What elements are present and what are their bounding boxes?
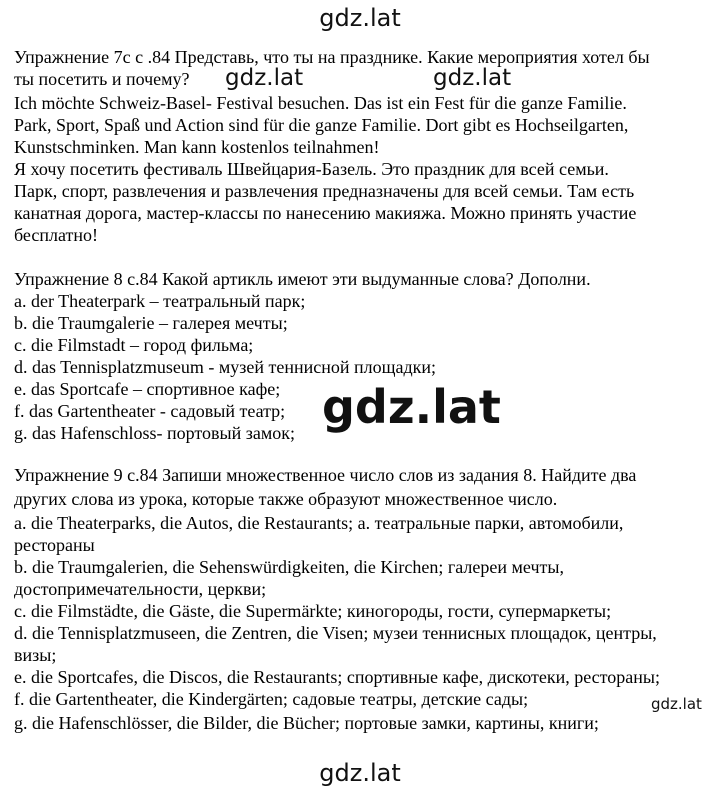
watermark-inline: gdz.lat	[222, 67, 306, 90]
ex9-line: Упражнение 9 с.84 Запиши множественное число слов из задания 8. Найдите два	[14, 465, 637, 485]
ex8-line: a. der Theaterpark – театральный парк;	[14, 291, 306, 311]
ex8-line: f. das Gartentheater - садовый театр;	[14, 401, 286, 421]
ex9-line: c. die Filmstädte, die Gäste, die Supermärkte; киногороды, гости, супермаркеты;	[14, 601, 612, 621]
ex9-line: других слова из урока, которые также образуют множественное число.	[14, 489, 558, 509]
ex8-line: Упражнение 8 с.84 Какой артикль имеют эти выдуманные слова? Дополни.	[14, 269, 591, 289]
ex9-line: f. die Gartentheater, die Kindergärten; садовые театры, детские сады;	[14, 689, 529, 709]
ex9-line: рестораны	[14, 535, 95, 555]
ex7-line: Парк, спорт, развлечения и развлечения предназначены для всей семьи. Там есть	[14, 181, 635, 201]
ex7-line: Ich möchte Schweiz-Basel- Festival besuchen. Das ist ein Fest für die ganze Familie.	[14, 93, 627, 113]
ex9-line: e. die Sportcafes, die Discos, die Restaurants; спортивные кафе, дискотеки, рестораны;	[14, 667, 661, 687]
watermark-bottom: gdz.lat	[319, 759, 401, 787]
ex7-line: Я хочу посетить фестиваль Швейцария-Базель. Это праздник для всей семьи.	[14, 159, 609, 179]
ex7-line: Park, Sport, Spaß und Action sind für die ganze Familie. Dort gibt es Hochseilgarten,	[14, 115, 629, 135]
ex7-line: бесплатно!	[14, 225, 98, 245]
ex8-line: e. das Sportcafe – спортивное кафе;	[14, 379, 281, 399]
watermark-inline: gdz.lat	[430, 67, 514, 90]
watermark-large: gdz.lat	[318, 384, 505, 430]
ex9-line: достопримечательности, церкви;	[14, 579, 267, 599]
ex7-line: ты посетить и почему?	[14, 69, 190, 89]
ex8-line: g. das Hafenschloss- портовый замок;	[14, 423, 295, 443]
ex7-line: канатная дорога, мастер-классы по нанесению макияжа. Можно принять участие	[14, 203, 637, 223]
ex8-line: c. die Filmstadt – город фильма;	[14, 335, 254, 355]
ex7-line: Упражнение 7c с .84 Представь, что ты на празднике. Какие мероприятия хотел бы	[14, 47, 650, 67]
ex9-line: b. die Traumgalerien, die Sehenswürdigkeiten, die Kirchen; галереи мечты,	[14, 557, 564, 577]
ex9-line: a. die Theaterparks, die Autos, die Restaurants; a. театральные парки, автомобили,	[14, 513, 624, 533]
ex9-line: g. die Hafenschlösser, die Bilder, die Bücher; портовые замки, картины, книги;	[14, 713, 599, 733]
watermark-top: gdz.lat	[319, 4, 401, 32]
watermark-small: gdz.lat	[651, 695, 702, 713]
ex8-line: b. die Traumgalerie – галерея мечты;	[14, 313, 288, 333]
ex9-line: визы;	[14, 645, 57, 665]
ex8-line: d. das Tennisplatzmuseum - музей теннисной площадки;	[14, 357, 437, 377]
ex9-line: d. die Tennisplatzmuseen, die Zentren, die Visen; музеи теннисных площадок, центры,	[14, 623, 657, 643]
ex7-line: Kunstschminken. Man kann kostenlos teilnahmen!	[14, 137, 380, 157]
